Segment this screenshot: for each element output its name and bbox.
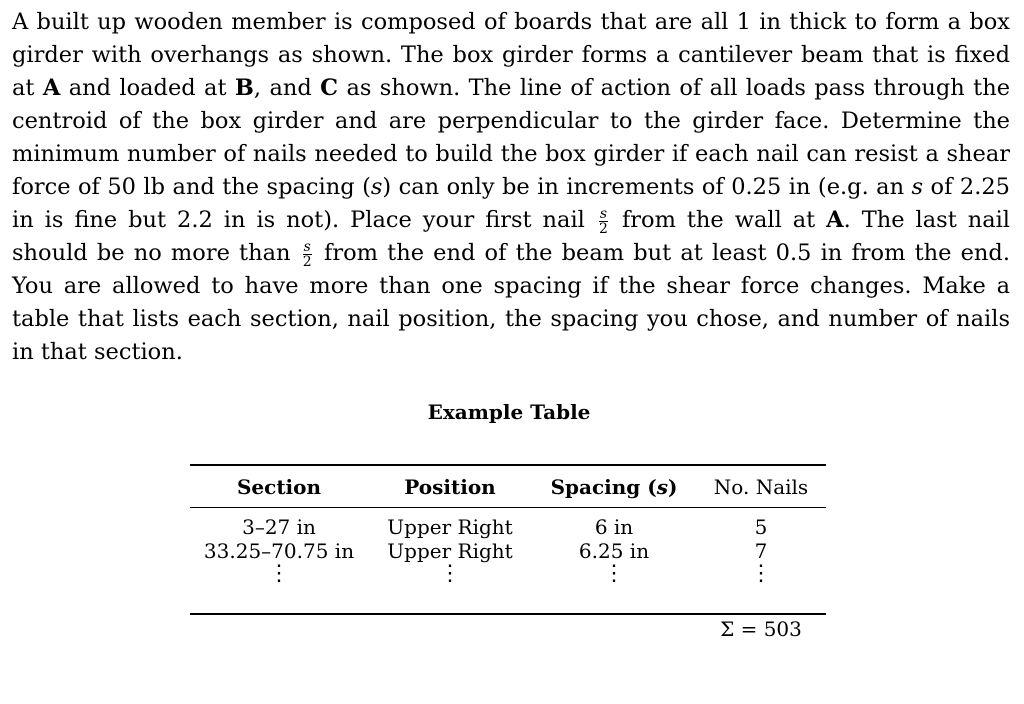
point-a-label: A	[42, 75, 61, 101]
cell-nails: 7	[754, 539, 768, 563]
header-position: Position	[368, 465, 532, 508]
cell-section: 33.25–70.75 in	[203, 539, 355, 563]
problem-statement: A built up wooden member is composed of boards that are all 1 in thick to form a box girder with overhangs as shown. The box girder forms a cantilever beam that is fixed at A and loaded at B, and C as shown. The line of action of all loads pass through the centroid of the box girder and are perpendicular to the girder face. Determine the minimum number of nails needed to build the box girder if each nail can resist a shear force of 50 lb and the spacing (s) can only be in increments of 0.25 in (e.g. an s of 2.25 in is fine but 2.2 in is not). Place your first nail $\frac{s}{2}$ from the wall at A. The last nail should be no more than $\frac{s}{2}$ from the end of the beam but at least 0.5 in from the end. You are allowed to have more than one spacing if the shear force changes. Make a table that lists each section, nail position, the spacing you chose, and number of nails in that section.	[12, 9, 1011, 365]
table-title: Example Table	[427, 400, 591, 424]
fraction-s-over-2: $\frac{s}{2}$	[302, 238, 312, 270]
header-spacing: Spacing (s)	[532, 465, 696, 508]
fraction-s-over-2: $\frac{s}{2}$	[598, 205, 608, 237]
cell-position: Upper Right	[387, 515, 513, 539]
point-c-label: C	[320, 75, 339, 101]
vertical-ellipsis: ⋮	[532, 565, 696, 614]
point-b-label: B	[234, 75, 254, 101]
cell-spacing: 6.25 in	[578, 539, 650, 563]
vertical-ellipsis: ⋮	[368, 565, 532, 614]
header-section: Section	[190, 465, 368, 508]
vertical-ellipsis: ⋮	[696, 565, 826, 614]
point-a-label: A	[826, 207, 844, 233]
cell-section: 3–27 in	[242, 515, 316, 539]
table-row-total	[190, 614, 826, 641]
table-row	[190, 508, 826, 540]
cell-position: Upper Right	[387, 539, 513, 563]
header-no-nails: No. Nails	[696, 465, 826, 508]
table-row-ellipsis	[190, 565, 826, 614]
vertical-ellipsis: ⋮	[190, 565, 368, 614]
total-nails: Σ = 503	[720, 617, 802, 641]
example-table	[190, 464, 826, 641]
cell-spacing: 6 in	[594, 515, 634, 539]
cell-nails: 5	[754, 515, 768, 539]
